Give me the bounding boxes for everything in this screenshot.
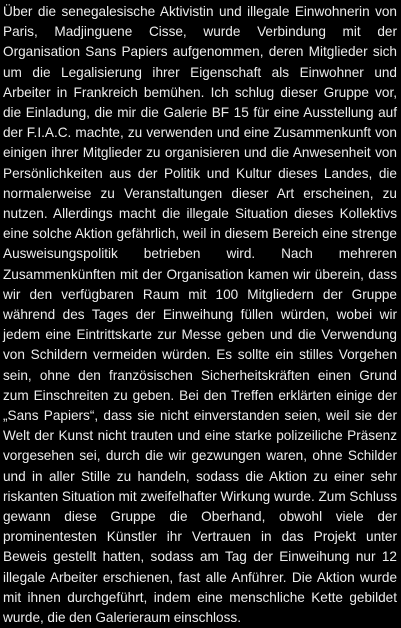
article-paragraph: Über die senegalesische Aktivistin und illegale Einwohnerin von Paris, Madjinguene Cisse, wurde Verbindung mit der Organisation Sans Papiers aufgenommen, deren Mitglieder sich um die Legalisierung ihrer Eigenschaft als Einwohner und Arbeiter in Frankreich bemühen. Ich schlug dieser Gruppe vor, die Einladung, die mir die Galerie BF 15 für eine Ausstellung auf der F.I.A.C. machte, zu verwenden und eine Zusammenkunft von einigen ihrer Mitglieder zu organisieren und die Anwesenheit von Persönlichkeiten aus der Politik und Kultur dieses Landes, die normalerweise zu Veranstaltungen dieser Art erscheinen, zu nutzen. Allerdings macht die illegale Situation dieses Kollektivs eine solche Aktion gefährlich, weil in diesem Bereich eine strenge Ausweisungspolitik betrieben wird. Nach mehreren Zusammenkünften mit der Organisation kamen wir überein, dass wir den verfügbaren Raum mit 100 Mitgliedern der Gruppe während des Tages der Einweihung füllen würden, wobei wir jedem eine Eintrittskarte zur Messe geben und die Verwendung von Schildern vermeiden würden. Es sollte ein stilles Vorgehen sein, ohne den französischen Sicherheitskräften einen Grund zum Einschreiten zu geben. Bei den Treffen erklärten einige der „Sans Papiers“, dass sie nicht einverstanden seien, weil sie der Welt der Kunst nicht trauten und eine starke polizeiliche Präsenz vorgesehen sei, durch die wir gezwungen waren, ohne Schilder und in aller Stille zu handeln, sodass die Aktion zu einer sehr riskanten Situation mit zweifelhafter Wirkung wurde. Zum Schluss gewann diese Gruppe die Oberhand, obwohl viele der prominentesten Künstler ihr Vertrauen in das Projekt unter Beweis gestellt hatten, sodass am Tag der Einweihung nur 12 illegale Arbeiter erschienen, fast alle Anführer. Die Aktion wurde mit ihnen durchgeführt, indem eine menschliche Kette gebildet wurde, die den Galerieraum einschloss.: [3, 4, 397, 626]
